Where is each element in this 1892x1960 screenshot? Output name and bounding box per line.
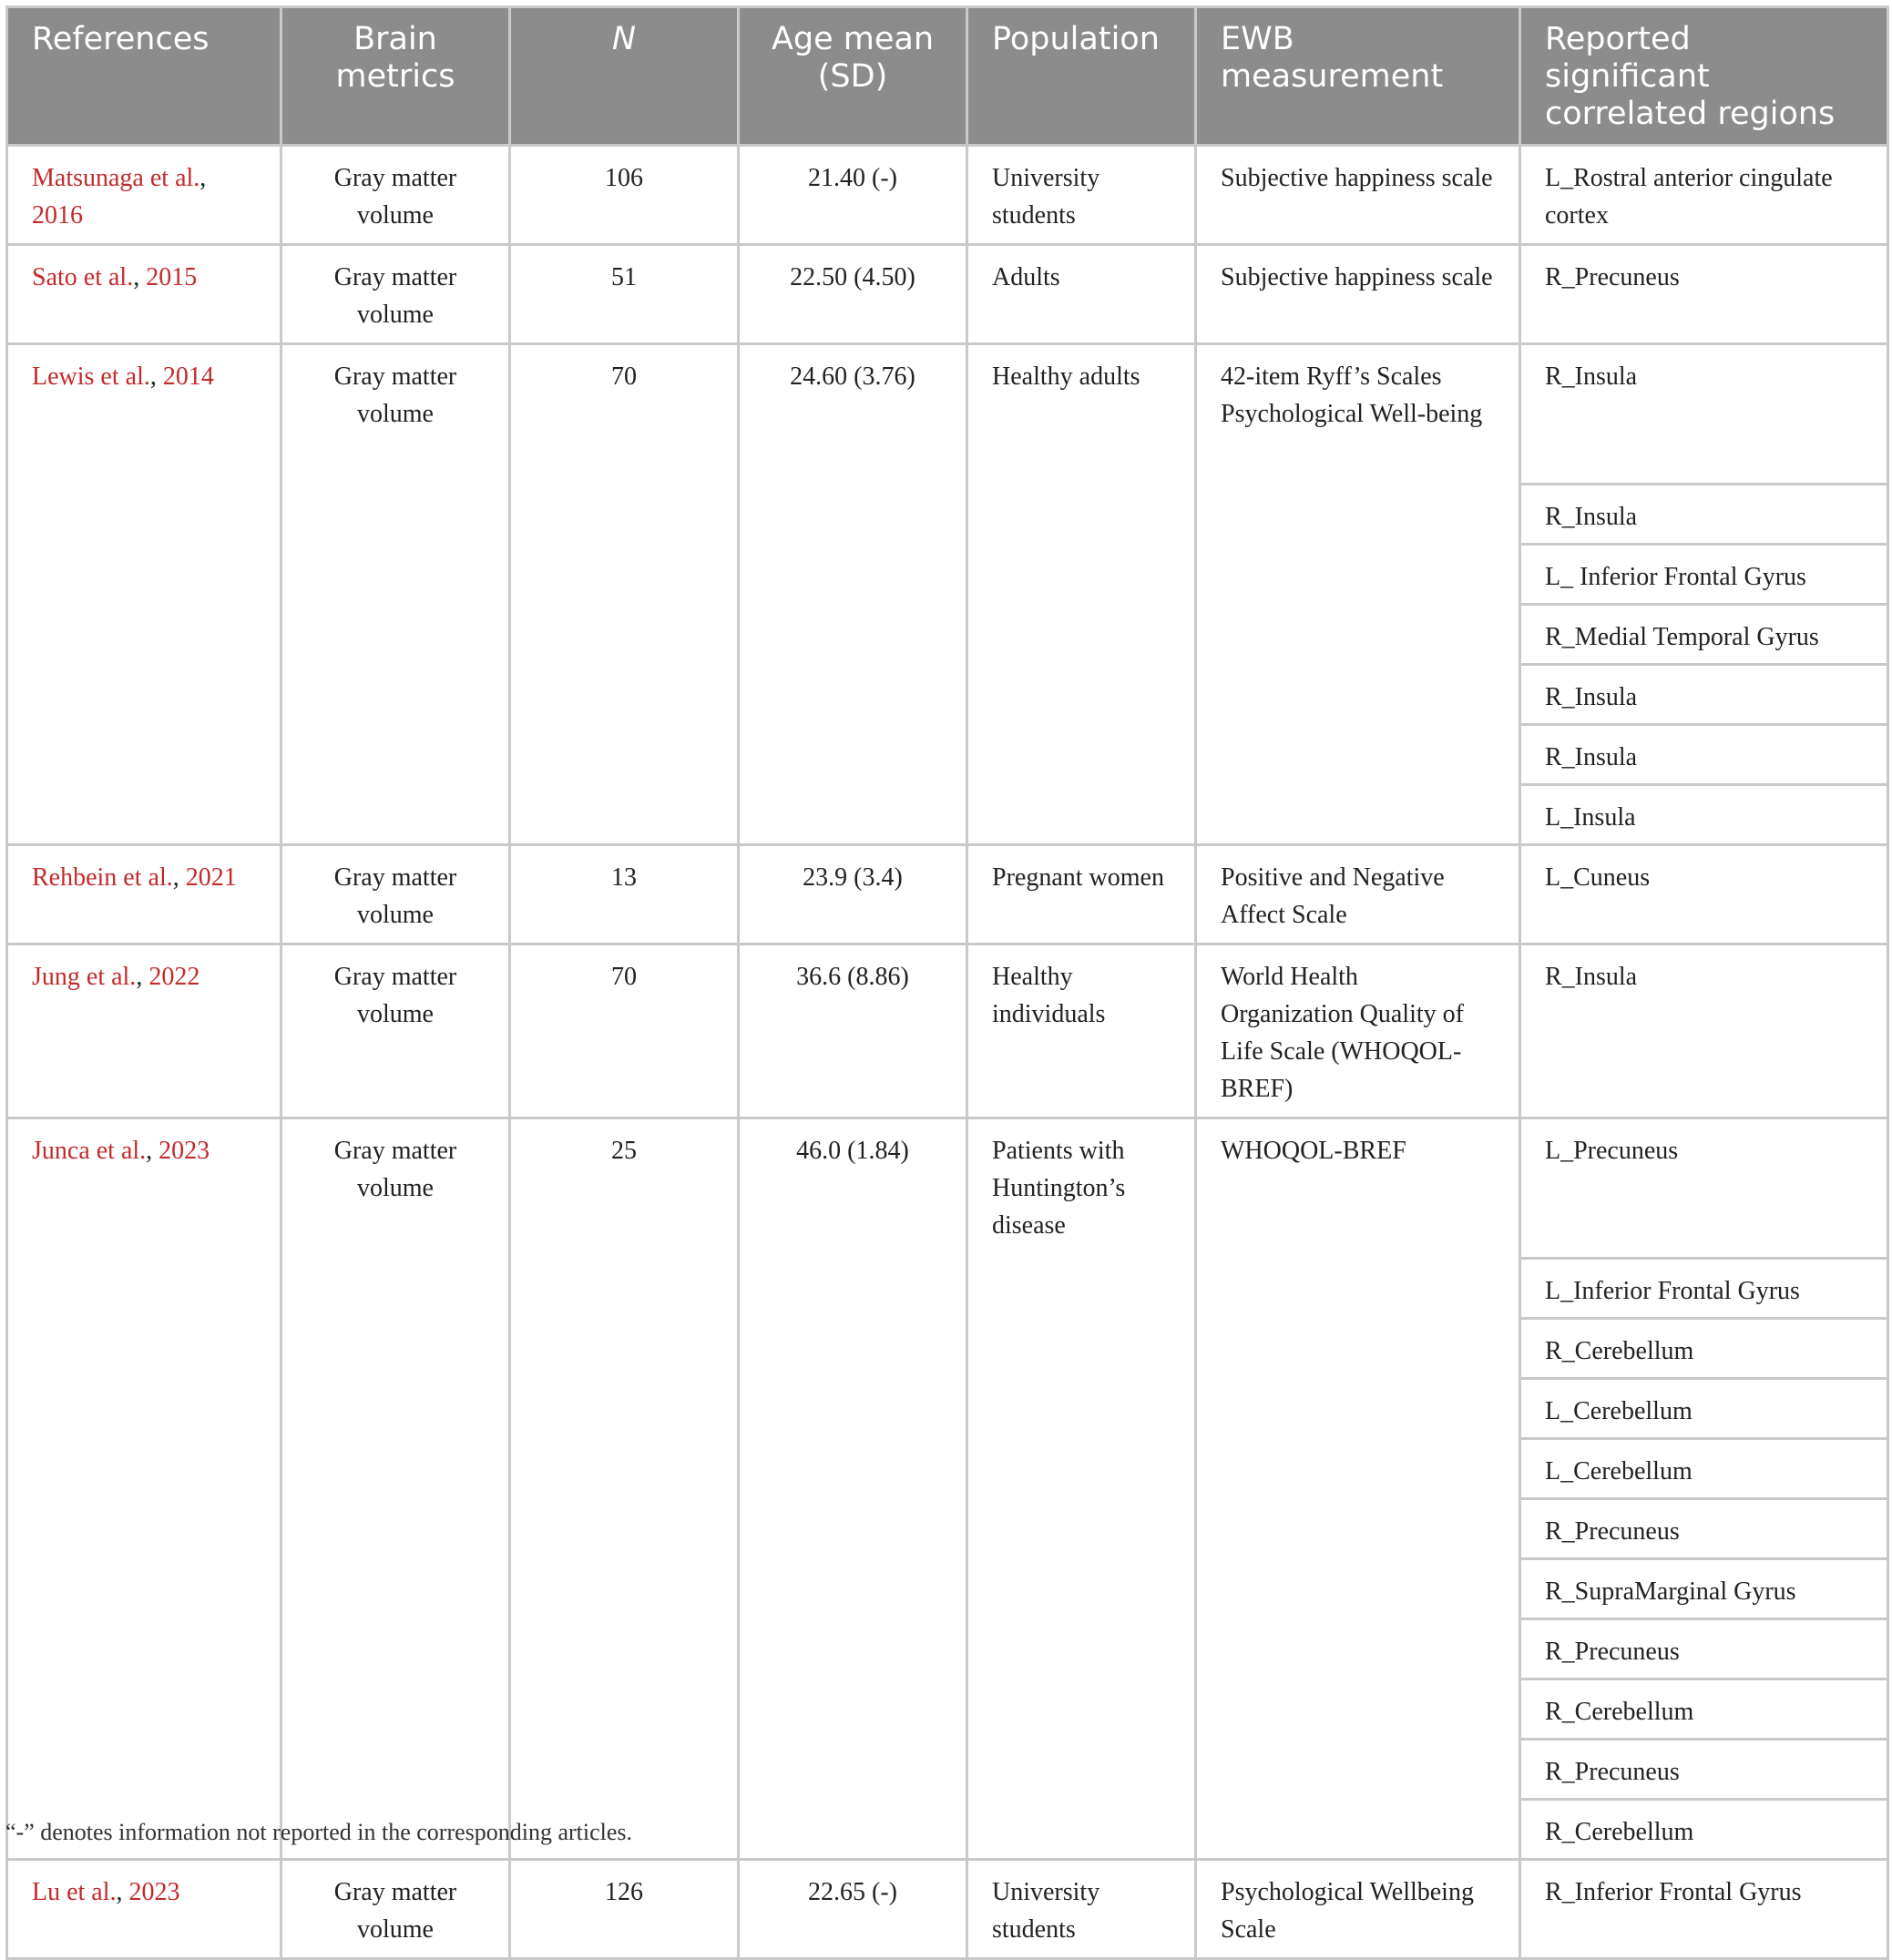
- brain-metric-cell: Gray matter volume: [281, 245, 510, 344]
- table-row: [7, 245, 1888, 344]
- region-cell: L_Rostral anterior cingulate cortex: [1520, 146, 1888, 245]
- reference-author-link[interactable]: Lewis et al.: [32, 362, 150, 391]
- header-references: References: [7, 7, 281, 146]
- reference-year-link[interactable]: 2014: [162, 362, 214, 391]
- table-row: [7, 146, 1888, 245]
- brain-metric-cell: Gray matter volume: [281, 845, 510, 944]
- population-cell: Patients with Huntington’s disease: [967, 1118, 1196, 1860]
- header-ewb-measurement: EWB measurement: [1196, 7, 1520, 146]
- n-cell: 13: [510, 845, 739, 944]
- region-cell: L_ Inferior Frontal Gyrus: [1520, 545, 1888, 605]
- reference-author-link[interactable]: Jung et al.: [32, 963, 137, 991]
- reference-year-link[interactable]: 2023: [128, 1878, 180, 1906]
- ewb-measurement-cell: Psychological Wellbeing Scale: [1196, 1860, 1520, 1959]
- region-cell: L_Cerebellum: [1520, 1379, 1888, 1439]
- reference-separator: ,: [172, 863, 186, 892]
- age-cell: 46.0 (1.84): [739, 1118, 967, 1860]
- age-cell: 23.9 (3.4): [739, 845, 967, 944]
- table-header: [7, 7, 1888, 146]
- region-cell: R_Insula: [1520, 725, 1888, 785]
- reference-cell: [7, 1860, 281, 1959]
- region-cell: L_Inferior Frontal Gyrus: [1520, 1259, 1888, 1319]
- population-cell: Pregnant women: [967, 845, 1196, 944]
- reference-year-link[interactable]: 2022: [148, 963, 200, 991]
- ewb-measurement-cell: World Health Organization Quality of Life Scale (WHOQOL-BREF): [1196, 944, 1520, 1118]
- n-cell: 70: [510, 344, 739, 845]
- header-age-mean: Age mean (SD): [739, 7, 967, 146]
- reference-year-link[interactable]: 2021: [185, 863, 237, 892]
- header-population: Population: [967, 7, 1196, 146]
- n-cell: 126: [510, 1860, 739, 1959]
- reference-year-link[interactable]: 2015: [146, 263, 198, 291]
- region-cell: R_SupraMarginal Gyrus: [1520, 1559, 1888, 1619]
- age-cell: 21.40 (-): [739, 146, 967, 245]
- reference-cell: [7, 1118, 281, 1860]
- reference-cell: [7, 944, 281, 1118]
- ewb-measurement-cell: Positive and Negative Affect Scale: [1196, 845, 1520, 944]
- brain-metric-cell: Gray matter volume: [281, 1860, 510, 1959]
- region-cell: L_Cerebellum: [1520, 1439, 1888, 1499]
- n-cell: 70: [510, 944, 739, 1118]
- age-cell: 24.60 (3.76): [739, 344, 967, 845]
- population-cell: Healthy adults: [967, 344, 1196, 845]
- reference-cell: [7, 146, 281, 245]
- population-cell: Adults: [967, 245, 1196, 344]
- region-cell: R_Cerebellum: [1520, 1319, 1888, 1379]
- region-cell: R_Cerebellum: [1520, 1800, 1888, 1860]
- population-cell: University students: [967, 146, 1196, 245]
- n-cell: 106: [510, 146, 739, 245]
- table-row: [7, 1860, 1888, 1959]
- ewb-measurement-cell: 42-item Ryff’s Scales Psychological Well-being: [1196, 344, 1520, 845]
- ewb-measurement-cell: WHOQOL-BREF: [1196, 1118, 1520, 1860]
- reference-year-link[interactable]: 2016: [32, 201, 83, 230]
- reference-separator: ,: [199, 164, 207, 192]
- table-footnote: “-” denotes information not reported in the corresponding articles.: [5, 1819, 633, 1845]
- header-brain-metrics: Brain metrics: [281, 7, 510, 146]
- age-cell: 22.50 (4.50): [739, 245, 967, 344]
- n-cell: 51: [510, 245, 739, 344]
- reference-author-link[interactable]: Rehbein et al.: [32, 863, 173, 892]
- region-cell: R_Medial Temporal Gyrus: [1520, 605, 1888, 665]
- header-n: N: [510, 7, 739, 146]
- region-cell: R_Inferior Frontal Gyrus: [1520, 1860, 1888, 1959]
- ewb-measurement-cell: Subjective happiness scale: [1196, 146, 1520, 245]
- n-cell: 25: [510, 1118, 739, 1860]
- reference-separator: ,: [116, 1878, 129, 1906]
- reference-cell: [7, 845, 281, 944]
- region-cell: R_Precuneus: [1520, 1619, 1888, 1679]
- region-cell: R_Insula: [1520, 344, 1888, 485]
- reference-year-link[interactable]: 2023: [159, 1137, 210, 1165]
- population-cell: University students: [967, 1860, 1196, 1959]
- reference-author-link[interactable]: Matsunaga et al.: [32, 164, 200, 192]
- region-cell: R_Precuneus: [1520, 1499, 1888, 1559]
- study-table: [5, 5, 1889, 1960]
- reference-cell: [7, 245, 281, 344]
- reference-separator: ,: [149, 362, 163, 391]
- table-row: [7, 944, 1888, 1118]
- header-correlated-regions: Reported significant correlated regions: [1520, 7, 1888, 146]
- region-cell: R_Insula: [1520, 665, 1888, 725]
- region-cell: L_Cuneus: [1520, 845, 1888, 944]
- table-body: [7, 146, 1888, 1959]
- region-cell: R_Insula: [1520, 944, 1888, 1118]
- region-cell: R_Cerebellum: [1520, 1679, 1888, 1740]
- region-cell: R_Precuneus: [1520, 1740, 1888, 1800]
- brain-metric-cell: Gray matter volume: [281, 944, 510, 1118]
- age-cell: 36.6 (8.86): [739, 944, 967, 1118]
- ewb-measurement-cell: Subjective happiness scale: [1196, 245, 1520, 344]
- region-cell: L_Insula: [1520, 785, 1888, 845]
- table-row: [7, 1118, 1888, 1259]
- population-cell: Healthy individuals: [967, 944, 1196, 1118]
- brain-metric-cell: Gray matter volume: [281, 146, 510, 245]
- reference-author-link[interactable]: Lu et al.: [32, 1878, 117, 1906]
- table-row: [7, 845, 1888, 944]
- header-row: [7, 7, 1888, 146]
- reference-cell: [7, 344, 281, 845]
- region-cell: L_Precuneus: [1520, 1118, 1888, 1259]
- region-cell: R_Insula: [1520, 485, 1888, 545]
- reference-separator: ,: [136, 963, 149, 991]
- reference-separator: ,: [133, 263, 147, 291]
- brain-metric-cell: Gray matter volume: [281, 344, 510, 845]
- region-cell: R_Precuneus: [1520, 245, 1888, 344]
- age-cell: 22.65 (-): [739, 1860, 967, 1959]
- brain-metric-cell: Gray matter volume: [281, 1118, 510, 1860]
- reference-separator: ,: [146, 1137, 159, 1165]
- table-row: [7, 344, 1888, 485]
- reference-author-link[interactable]: Sato et al.: [32, 263, 134, 291]
- reference-author-link[interactable]: Junca et al.: [32, 1137, 147, 1165]
